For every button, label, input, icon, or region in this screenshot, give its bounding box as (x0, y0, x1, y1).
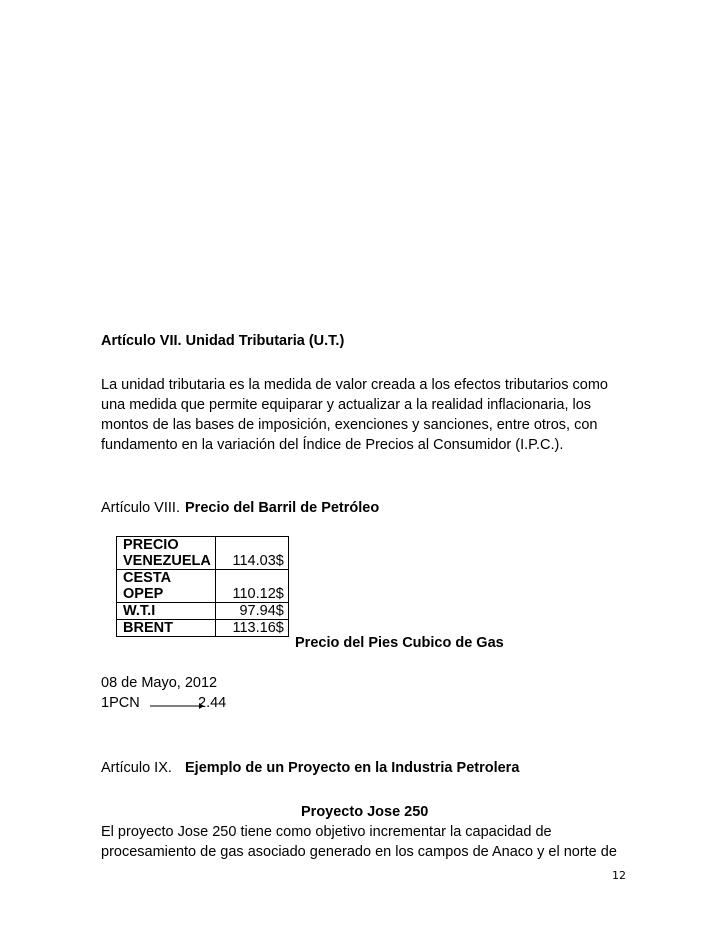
label-line: VENEZUELA (123, 553, 211, 569)
paragraph-line: una medida que permite equiparar y actualizar a la realidad inflacionaria, los (101, 397, 592, 413)
price-date: 08 de Mayo, 2012 (101, 675, 218, 691)
arrow-icon (150, 701, 204, 711)
table-row (117, 570, 289, 603)
paragraph-line: El proyecto Jose 250 tiene como objetivo incrementar la capacidad de (101, 824, 552, 840)
article-9-number: Artículo IX. (101, 760, 172, 776)
price-label (117, 603, 216, 620)
gas-unit: 1PCN (101, 695, 140, 711)
price-label (117, 537, 216, 570)
gas-value: 2.44 (198, 695, 227, 711)
article-7-paragraph (101, 375, 608, 455)
article-9-title: Ejemplo de un Proyecto en la Industria Petrolera (185, 760, 520, 776)
price-label (117, 620, 216, 637)
article-7-heading: Artículo VII. Unidad Tributaria (U.T.) (101, 333, 345, 349)
paragraph-line: fundamento en la variación del Índice de Precios al Consumidor (I.P.C.). (101, 437, 564, 453)
table-row (117, 537, 289, 570)
table-row (117, 620, 289, 637)
article-8-title: Precio del Barril de Petróleo (185, 500, 380, 516)
project-title: Proyecto Jose 250 (301, 804, 429, 820)
price-label (117, 570, 216, 603)
label-line: PRECIO (123, 537, 179, 553)
label-line: BRENT (123, 620, 173, 636)
label-line: OPEP (123, 586, 164, 602)
table-row (117, 603, 289, 620)
label-line: CESTA (123, 570, 172, 586)
label-line: W.T.I (123, 603, 156, 619)
gas-price-heading: Precio del Pies Cubico de Gas (295, 635, 504, 651)
paragraph-line: procesamiento de gas asociado generado en los campos de Anaco y el norte de (101, 844, 617, 860)
paragraph-line: montos de las bases de imposición, exenciones y sanciones, entre otros, con (101, 417, 598, 433)
oil-price-table (116, 536, 289, 637)
article-8-number: Artículo VIII. (101, 500, 180, 516)
price-value: 110.12$ (215, 570, 288, 603)
price-value: 113.16$ (215, 620, 288, 637)
price-value: 97.94$ (215, 603, 288, 620)
project-paragraph (101, 822, 617, 862)
page-number: 12 (612, 869, 626, 882)
paragraph-line: La unidad tributaria es la medida de valor creada a los efectos tributarios como (101, 377, 608, 393)
price-value: 114.03$ (215, 537, 288, 570)
